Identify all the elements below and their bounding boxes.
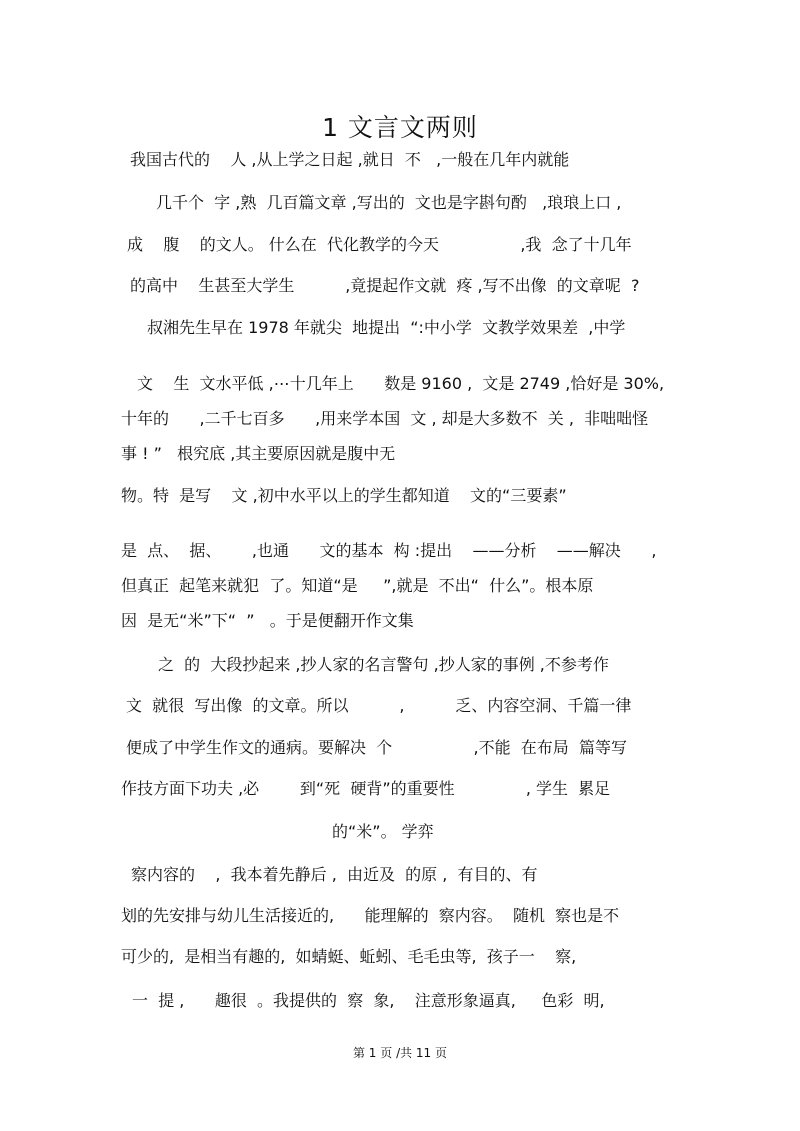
text-line-6: 文 生 文水平低 ,⋯十几年上 数是 9160 , 文是 2749 ,恰好是 30%, xyxy=(137,374,665,393)
text-line-8: 事 ! ” 根究底 ,其主要原因就是腹中无 xyxy=(121,444,396,463)
text-line-17: 的“米”。 学弈 xyxy=(332,822,434,841)
text-line-9: 物。特 是写 文 ,初中水平以上的学生都知道 文的“三要素” xyxy=(121,486,567,505)
text-line-21: 一 提 , 趣很 。我提供的 察 象, 注意形象逼真, 色彩 明, xyxy=(132,991,605,1010)
text-line-14: 文 就很 写出像 的文章。所以 , 乏、内容空洞、千篇一律 xyxy=(126,696,632,715)
text-line-12: 因 是无“米”下“ ” 。于是便翻开作文集 xyxy=(121,611,414,630)
text-line-19: 划的先安排与幼儿生活接近的, 能理解的 察内容。 随机 察也是不 xyxy=(121,906,620,925)
text-line-13: 之 的 大段抄起来 ,抄人家的名言警句 ,抄人家的事例 ,不参考作 xyxy=(158,655,609,674)
text-line-5: 叔湘先生早在 1978 年就尖 地提出 “:中小学 文教学效果差 ,中学 xyxy=(147,318,626,337)
text-line-11: 但真正 起笔来就犯 了。知道“是 ”,就是 不出“ 什么”。根本原 xyxy=(121,576,594,595)
text-line-16: 作技方面下功夫 ,必 到“死 硬背”的重要性 , 学生 累足 xyxy=(121,779,611,798)
text-line-10: 是 点、 据、 ,也通 文的基本 构 :提出 ——分析 ——解决 , xyxy=(121,541,657,560)
text-line-2: 几千个 字 ,熟 几百篇文章 ,写出的 文也是字斟句酌 ,琅琅上口 , xyxy=(156,193,622,212)
text-line-7: 十年的 ,二千七百多 ,用来学本国 文 , 却是大多数不 关 , 非咄咄怪 xyxy=(121,409,649,428)
document-title: 1 文言文两则 xyxy=(322,113,478,142)
text-line-15: 便成了中学生作文的通病。要解决 个 ,不能 在布局 篇等写 xyxy=(126,738,627,757)
text-line-18: 察内容的 , 我本着先静后 , 由近及 的原 , 有目的、有 xyxy=(131,865,538,884)
text-line-4: 的高中 生甚至大学生 ,竟提起作文就 疼 ,写不出像 的文章呢 ? xyxy=(130,276,640,295)
text-line-20: 可少的, 是相当有趣的, 如蜻蜓、蚯蚓、毛毛虫等, 孩子一 察, xyxy=(121,947,577,966)
page-number-footer: 第 1 页 /共 11 页 xyxy=(352,1046,448,1060)
text-line-1: 我国古代的 人 ,从上学之日起 ,就日 不 ,一般在几年内就能 xyxy=(130,150,570,169)
text-line-3: 成 腹 的文人。 什么在 代化教学的今天 ,我 念了十几年 xyxy=(127,235,632,254)
